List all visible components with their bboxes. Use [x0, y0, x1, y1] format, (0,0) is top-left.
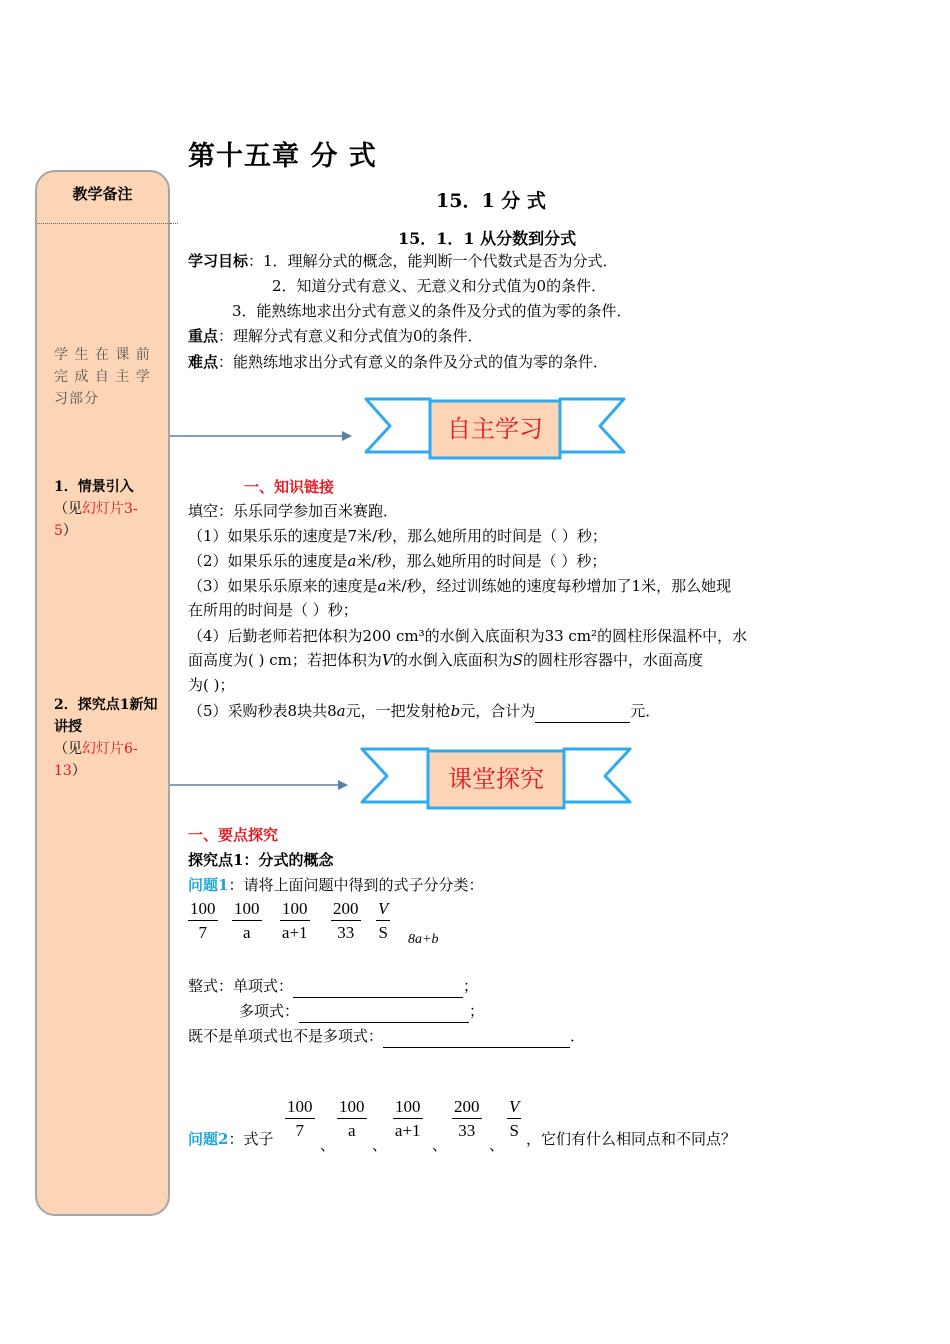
sidebar-item-1 [54, 476, 158, 542]
p2-sep-3: 、 [432, 1136, 448, 1154]
q4-var-v: V [381, 651, 393, 669]
goal-1 [188, 249, 618, 273]
explore-point-1: 探究点1：分式的概念 [188, 851, 334, 869]
knowledge-link-heading: 一、知识链接 [244, 478, 335, 496]
p2-fraction-3 [393, 1096, 423, 1143]
q3-text-a: （3）如果乐乐原来的速度是 [188, 577, 378, 595]
q4-text-3: 的圆柱形容器中，水面高度 [523, 651, 704, 669]
neither-line [188, 1024, 585, 1048]
q5-answer-blank[interactable] [535, 704, 630, 723]
difficult-label: 难点 [188, 353, 219, 371]
p2-fraction-4-num: 200 [452, 1096, 482, 1119]
p2-fraction-5-num: V [507, 1096, 521, 1119]
question-3-cont: 在所用的时间是（ ）秒； [188, 601, 358, 619]
monomial-label: 整式：单项式： [188, 977, 294, 995]
slide-link[interactable]: 幻灯片3-5 [54, 501, 138, 539]
q2-text-a: （2）如果乐乐的速度是 [188, 552, 348, 570]
key-point [188, 324, 483, 348]
p2-fraction-4 [452, 1096, 482, 1143]
q3-var: a [377, 577, 387, 595]
fraction-2 [232, 898, 262, 945]
q5-text-b: 元，一把发射枪 [345, 702, 451, 720]
banner-2-text: 课堂探究 [448, 765, 544, 793]
p2-fraction-5-den: S [509, 1121, 519, 1140]
sidebar-item-1-ref [54, 498, 158, 542]
period: ． [570, 1027, 586, 1045]
fraction-1 [188, 898, 218, 945]
p2-fraction-1-den: 7 [295, 1121, 304, 1140]
q5-var-a: a [336, 702, 346, 720]
p2-sep-1: 、 [320, 1136, 336, 1154]
fraction-2-num: 100 [232, 898, 262, 921]
fraction-5 [376, 898, 390, 945]
subsection-title: 15．1．1 从分数到分式 [398, 229, 577, 248]
fraction-4-den: 33 [337, 923, 355, 942]
semicolon: ； [463, 977, 479, 995]
question-4-end: 为( )； [188, 676, 235, 694]
section-title: 15．1 分 式 [436, 190, 546, 212]
semicolon: ； [469, 1002, 485, 1020]
integral-monomial [188, 974, 478, 998]
p2-fraction-3-den: a+1 [394, 1121, 421, 1140]
sidebar-item-2-title: 2．探究点1新知讲授 [54, 697, 158, 735]
problem-2-suffix: ，它们有什么相同点和不同点？ [526, 1130, 737, 1148]
see-text: （见 [54, 741, 82, 757]
sidebar-note: 学 生 在 课 前 完 成 自 主 学 习部分 [54, 347, 151, 407]
chapter-title: 第十五章 分 式 [188, 141, 377, 172]
neither-blank[interactable] [383, 1029, 570, 1048]
goal-3: 3．能熟练地求出分式有意义的条件及分式的值为零的条件． [232, 302, 632, 320]
neither-label: 既不是单项式也不是多项式： [188, 1027, 384, 1045]
q4-var-s: S [512, 651, 524, 669]
key-text: ：理解分式有意义和分式值为0的条件． [218, 327, 483, 345]
p2-sep-4: 、 [489, 1136, 505, 1154]
question-4: （4）后勤老师若把体积为200 cm³的水倒入底面积为33 cm²的圆柱形保温杯中，水 [188, 627, 748, 645]
p2-fraction-2-num: 100 [337, 1096, 367, 1119]
problem-2-label: 问题2 [188, 1130, 229, 1148]
p2-fraction-4-den: 33 [458, 1121, 476, 1140]
goal-1-text: ：1．理解分式的概念，能判断一个代数式是否为分式． [248, 252, 618, 270]
arrow-2-icon [170, 777, 350, 793]
key-explore-heading: 一、要点探究 [188, 826, 279, 844]
q5-text-a: （5）采购秒表8块共8 [188, 702, 337, 720]
difficult-point [188, 350, 608, 374]
p2-fraction-1-num: 100 [285, 1096, 315, 1119]
fraction-3-den: a+1 [281, 923, 308, 942]
question-5 [188, 699, 660, 723]
arrow-1-icon [170, 428, 355, 444]
q5-text-c: 元，合计为 [460, 702, 536, 720]
q4-text-2: 的水倒入底面积为 [392, 651, 513, 669]
fill-intro: 填空：乐乐同学参加百米赛跑． [188, 502, 399, 520]
polynomial-label: 多项式： [239, 1002, 300, 1020]
problem-1-label: 问题1 [188, 876, 229, 894]
p2-fraction-2-den: a [347, 1121, 356, 1140]
sidebar-item-1-title: 1．情景引入 [54, 479, 134, 495]
banner-1-text: 自主学习 [447, 415, 543, 443]
q3-text-b: 米/秒，经过训练她的速度每秒增加了1米，那么她现 [386, 577, 732, 595]
fraction-3 [280, 898, 310, 945]
p2-fraction-5 [507, 1096, 521, 1143]
fraction-2-den: a [242, 923, 251, 942]
sidebar-divider [37, 223, 170, 224]
fraction-3-num: 100 [280, 898, 310, 921]
q5-var-b: b [450, 702, 461, 720]
sidebar-panel [35, 170, 170, 1216]
sidebar-header: 教学备注 [72, 185, 133, 203]
fraction-1-num: 100 [188, 898, 218, 921]
question-4-cont [188, 648, 703, 672]
slide-link[interactable]: 幻灯片6-13 [54, 741, 138, 779]
question-1: （1）如果乐乐的速度是7米/秒，那么她所用的时间是（ ）秒； [188, 527, 607, 545]
close-paren: ） [62, 523, 77, 539]
fraction-5-num: V [376, 898, 390, 921]
p2-fraction-1 [285, 1096, 315, 1143]
question-2 [188, 549, 606, 573]
key-label: 重点 [188, 327, 219, 345]
q5-text-d: 元． [630, 702, 661, 720]
expression-8a-plus-b: 8a+b [408, 932, 439, 947]
sidebar-item-2 [54, 694, 158, 782]
see-text: （见 [54, 501, 82, 517]
p2-sep-2: 、 [372, 1136, 388, 1154]
fraction-5-den: S [378, 923, 388, 942]
p2-fraction-2 [337, 1096, 367, 1143]
problem-1 [188, 873, 483, 897]
fraction-4-num: 200 [331, 898, 361, 921]
fraction-1-den: 7 [198, 923, 207, 942]
p2-fraction-3-num: 100 [393, 1096, 423, 1119]
sidebar-item-2-ref [54, 738, 158, 782]
problem-2-prefix: ：式子 [228, 1130, 274, 1148]
difficult-text: ：能熟练地求出分式有意义的条件及分式的值为零的条件． [218, 353, 609, 371]
goal-2: 2．知道分式有意义、无意义和分式值为0的条件． [272, 277, 607, 295]
integral-polynomial [239, 999, 484, 1023]
fraction-4 [331, 898, 361, 945]
goals-label: 学习目标 [188, 252, 249, 270]
problem-1-text: ：请将上面问题中得到的式子分分类： [228, 876, 484, 894]
q4-text-1: 面高度为( ) cm；若把体积为 [188, 651, 382, 669]
monomial-blank[interactable] [293, 979, 463, 998]
q2-var: a [347, 552, 357, 570]
q2-text-b: 米/秒，那么她所用的时间是（ ）秒； [356, 552, 607, 570]
close-paren: ） [71, 763, 86, 779]
polynomial-blank[interactable] [299, 1004, 469, 1023]
sidebar-divider-ext [170, 223, 178, 224]
problem-2 [188, 1127, 273, 1151]
question-3 [188, 574, 731, 598]
